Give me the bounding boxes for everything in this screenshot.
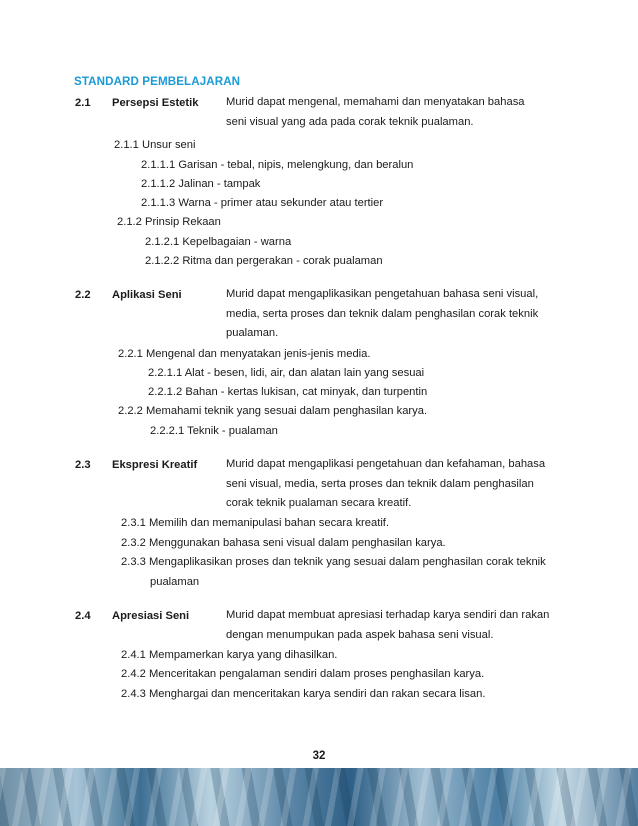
list-item: 2.4.2 Menceritakan pengalaman sendiri dalam proses penghasilan karya. [121, 668, 485, 680]
list-item: 2.1.2.1 Kepelbagaian - warna [145, 236, 292, 248]
list-item: 2.1.1.3 Warna - primer atau sekunder atau tertier [141, 197, 384, 209]
section-title: Aplikasi Seni [112, 289, 182, 301]
description-line: media, serta proses dan teknik dalam penghasilan corak teknik [226, 307, 539, 320]
list-item: 2.2.1 Mengenal dan menyatakan jenis-jenis media. [118, 348, 371, 360]
decorative-footer-band [0, 768, 638, 826]
list-item: 2.3.3 Mengaplikasikan proses dan teknik yang sesuai dalam penghasilan corak teknik [121, 556, 546, 568]
description-line: Murid dapat mengaplikasikan pengetahuan bahasa seni visual, [226, 288, 539, 300]
description-line: seni visual, media, serta proses dan teknik dalam penghasilan [226, 477, 534, 490]
section-description [226, 606, 571, 645]
section-description [226, 93, 571, 132]
description-line: dengan menumpukan pada aspek bahasa seni visual. [226, 628, 494, 641]
section-number: 2.1 [75, 97, 91, 109]
section-title: Ekspresi Kreatif [112, 459, 198, 471]
list-item: 2.1.1 Unsur seni [114, 139, 196, 151]
list-item: 2.2.1.2 Bahan - kertas lukisan, cat minyak, dan turpentin [148, 386, 428, 398]
list-item: 2.3.2 Menggunakan bahasa seni visual dalam penghasilan karya. [121, 537, 446, 549]
description-line: Murid dapat membuat apresiasi terhadap karya sendiri dan rakan [226, 609, 550, 621]
section-number: 2.3 [75, 459, 91, 471]
list-item: 2.2.2 Memahami teknik yang sesuai dalam penghasilan karya. [118, 405, 428, 417]
page-number: 32 [312, 750, 326, 762]
list-item: 2.1.1.1 Garisan - tebal, nipis, melengkung, dan beralun [141, 159, 414, 171]
section-title: Persepsi Estetik [112, 97, 199, 109]
list-item: 2.4.3 Menghargai dan menceritakan karya sendiri dan rakan secara lisan. [121, 688, 486, 700]
description-line: corak teknik pualaman secara kreatif. [226, 497, 412, 509]
section-description [226, 455, 571, 514]
list-item: 2.3.1 Memilih dan memanipulasi bahan secara kreatif. [121, 517, 390, 529]
description-line: Murid dapat mengenal, memahami dan menyatakan bahasa [226, 96, 525, 108]
list-item: 2.4.1 Mempamerkan karya yang dihasilkan. [121, 649, 338, 661]
list-item: 2.1.2.2 Ritma dan pergerakan - corak pualaman [145, 255, 383, 267]
description-line: Murid dapat mengaplikasi pengetahuan dan kefahaman, bahasa [226, 458, 546, 470]
list-item: 2.1.2 Prinsip Rekaan [117, 216, 221, 228]
list-item: pualaman [150, 576, 200, 588]
list-item: 2.2.2.1 Teknik - pualaman [150, 425, 278, 437]
section-title: Apresiasi Seni [112, 610, 190, 622]
description-line: pualaman. [226, 327, 279, 339]
section-number: 2.4 [75, 610, 91, 622]
description-line: seni visual yang ada pada corak teknik pualaman. [226, 115, 474, 128]
section-description [226, 285, 571, 344]
list-item: 2.2.1.1 Alat - besen, lidi, air, dan alatan lain yang sesuai [148, 367, 425, 379]
section-number: 2.2 [75, 289, 91, 301]
section-heading: STANDARD PEMBELAJARAN [74, 75, 241, 88]
list-item: 2.1.1.2 Jalinan - tampak [141, 178, 261, 190]
